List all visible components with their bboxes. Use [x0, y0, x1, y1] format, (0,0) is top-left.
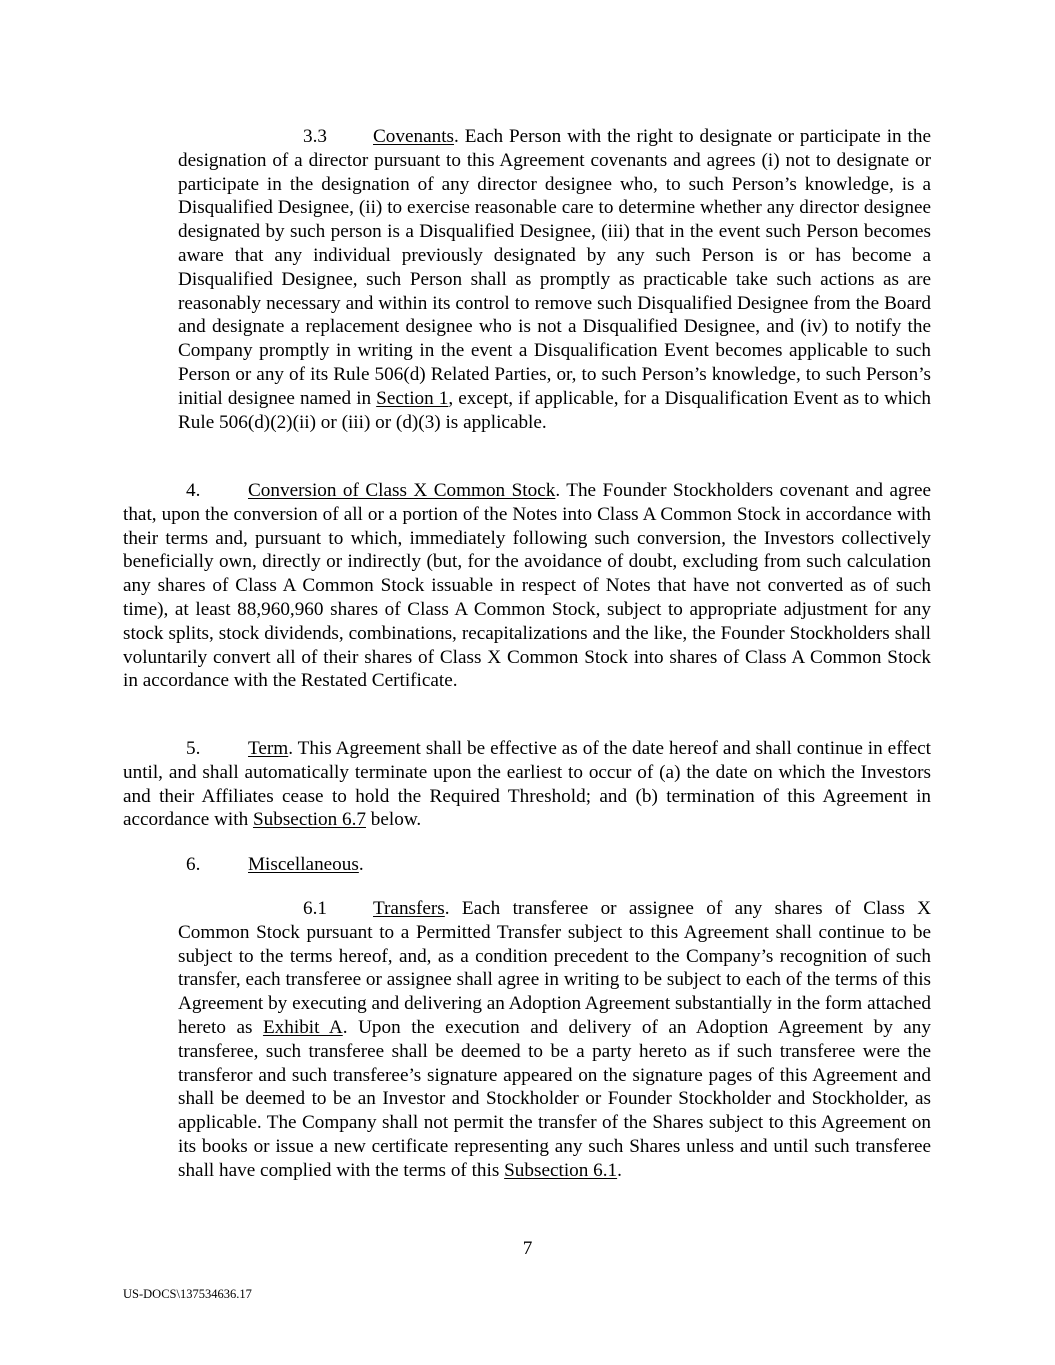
section-3-3-text: . Each Person with the right to designate or participate in the designation of a director pursuant to this Agreement covenants and agrees (i) not to designate or participate in the designation of any director designee who, to such Person’s knowledge, is a Disqualified Designee, (ii) to exercise reasonable care to determine whether any director designee designated by such person is a Disqualified Designee, (iii) that in the event such Person becomes aware that any individual previously designated by any such Person is or has become a Disqualified Designee, such Person shall as promptly as practicable take such actions as are reasonably necessary and within its control to remove such Disqualified Designee from the Board and designate a replacement designee who is not a Disqualified Designee, and (iv) to notify the Company promptly in writing in the event a Disqualification Event becomes applicable to such Person or any of its Rule 506(d) Related Parties, or, to such Person’s knowledge, to such Person’s initial designee named in [178, 126, 931, 409]
section-6-1-paragraph [178, 897, 931, 1183]
subsection-6-7-reference: Subsection 6.7 [252, 809, 366, 831]
section-6-1-text: . Each transferee or assignee of any shares of Class X Common Stock pursuant to a Permitted Transfer subject to this Agreement shall continue to be subject to the terms hereof, and, as a condition precedent to the Company’s recognition of such transfer, each transferee or assignee shall agree in writing to be subject to each of the terms of this Agreement by executing and delivering an Adoption Agreement substantially in the form attached hereto as [178, 898, 931, 1038]
section-5-heading: Term [248, 738, 289, 759]
section-3-3-paragraph [178, 125, 931, 434]
page-number: 7 [522, 1238, 533, 1259]
section-4-text: . The Founder Stockholders covenant and agree that, upon the conversion of all or a portion of the Notes into Class A Common Stock in accordance with their terms and, pursuant to which, immediately following such conversion, the Investors collectively beneficially own, directly or indirectly (but, for the avoidance of doubt, excluding from such calculation any shares of Class A Common Stock issuable in respect of Notes that have not converted as of such time), at least 88,960,960 shares of Class A Common Stock, subject to appropriate adjustment for any stock splits, stock dividends, combinations, recapitalizations and the like, the Founder Stockholders shall voluntarily convert all of their shares of Class X Common Stock into shares of Class A Common Stock in accordance with the Restated Certificate. [123, 480, 931, 692]
section-6-1-number: 6.1 [303, 898, 327, 919]
document-id: US-DOCS\137534636.17 [123, 1287, 252, 1301]
section-6-number: 6. [186, 854, 201, 875]
section-5-text-end: below. [365, 809, 422, 831]
section-1-reference: Section 1 [376, 387, 449, 409]
section-4-paragraph [123, 479, 931, 693]
section-5-number: 5. [186, 738, 201, 759]
section-6-heading: Miscellaneous [248, 854, 359, 875]
section-4-number: 4. [186, 480, 201, 501]
section-6-1-text-middle: . Upon the execution and delivery of an Adoption Agreement by any transferee, such transferee shall be deemed to be a party hereto as if such transferee were the transferor and such transferee’s signature appeared on the signature pages of this Agreement and shall be deemed to be an Investor and Stockholder or Founder Stockholder and Stockholder, as applicable. The Company shall not permit the transfer of the Shares subject to this Agreement on its books or issue a new certificate representing any such Shares unless and until such transferee shall have complied with the terms of this [178, 1016, 931, 1181]
section-5-paragraph [123, 737, 931, 832]
section-3-3-text-end: , except, if applicable, for a Disqualification Event as to which Rule 506(d)(2)(ii) or (iii) or (d)(3) is applicable. [178, 387, 931, 433]
section-3-3-number: 3.3 [303, 126, 327, 147]
section-6-1-heading: Transfers [373, 898, 445, 919]
exhibit-a-reference: Exhibit A [262, 1016, 343, 1038]
section-3-3-heading: Covenants [373, 126, 455, 147]
subsection-6-1-reference: Subsection 6.1 [504, 1159, 618, 1181]
section-6-paragraph [123, 853, 931, 877]
section-6-1-text-end: . [617, 1159, 622, 1181]
section-5-text: . This Agreement shall be effective as of the date hereof and shall continue in effect until, and shall automatically terminate upon the earliest to occur of (a) the date on which the Investors and their Affiliates cease to hold the Required Threshold; and (b) termination of this Agreement in accordance with [123, 738, 931, 831]
section-6-text: . [358, 854, 364, 875]
section-4-heading: Conversion of Class X Common Stock [248, 480, 556, 501]
